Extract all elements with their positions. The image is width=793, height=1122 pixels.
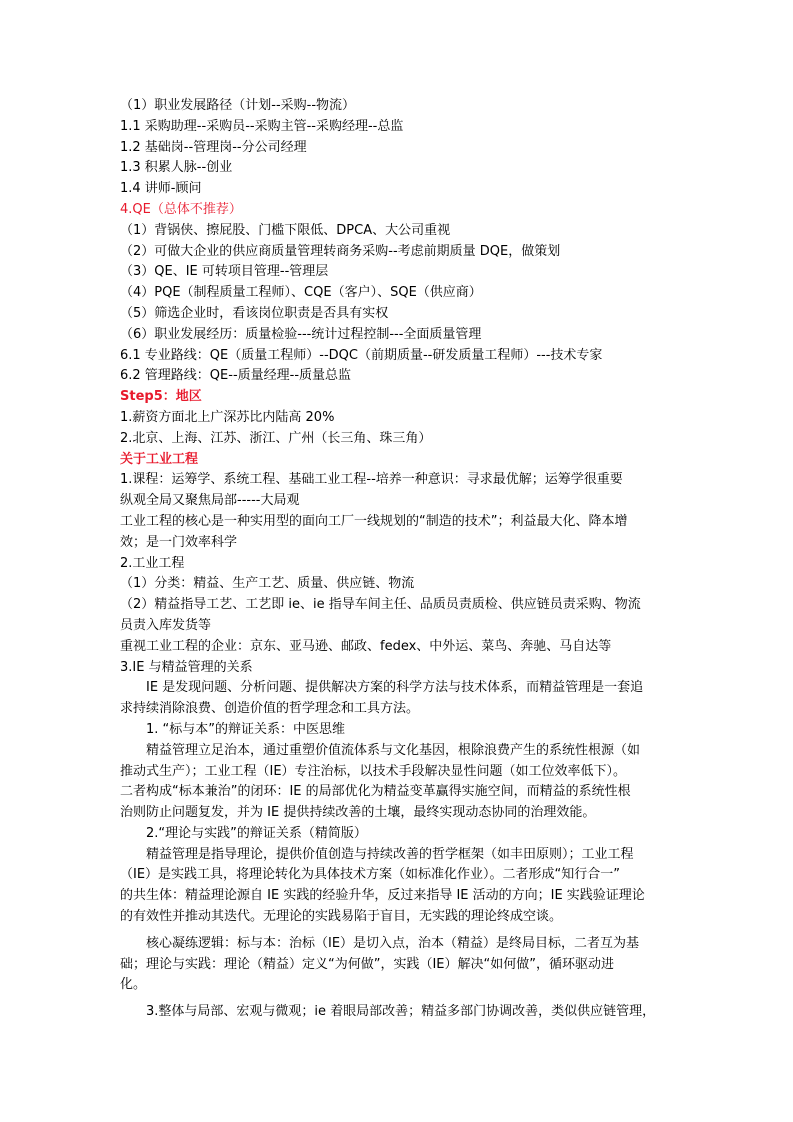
text-line: 工业工程的核心是一种实用型的面向工厂一线规划的“制造的技术”；利益最大化、降本增 — [120, 513, 628, 529]
text-line: 2.工业工程 — [120, 555, 185, 571]
text-line: 推动式生产）；工业工程（IE）专注治标，以技术手段解决显性问题（如工位效率低下）。 — [120, 763, 627, 779]
section-heading-step5: Step5：地区 — [120, 389, 202, 405]
text-line: 化。 — [120, 977, 147, 993]
text-line: 的有效性并推动其迭代。无理论的实践易陷于盲目，无实践的理论终成空谈。 — [120, 909, 563, 925]
text-line: 精益管理立足治本，通过重塑价值流体系与文化基因，根除浪费产生的系统性根源（如 — [146, 742, 641, 758]
text-line: 1.1 采购助理--采购员--采购主管--采购经理--总监 — [120, 118, 404, 134]
text-line: 纵观全局又聚焦局部-----大局观 — [120, 493, 300, 509]
text-line: 6.2 管理路线：QE--质量经理--质量总监 — [120, 368, 352, 384]
text-line: 精益管理是指导理论，提供价值创造与持续改善的哲学框架（如丰田原则）；工业工程 — [146, 846, 634, 862]
document-body — [120, 96, 680, 1023]
text-line: 3.整体与局部、宏观与微观；ie 着眼局部改善；精益多部门协调改善，类似供应链管理， — [146, 1004, 656, 1020]
text-line: 6.1 专业路线：QE（质量工程师）--DQC（前期质量--研发质量工程师）---技术专家 — [120, 347, 603, 363]
text-line: （1）背锅侠、擦屁股、门槛下限低、DPCA、大公司重视 — [120, 222, 451, 238]
text-line: （6）职业发展经历：质量检验---统计过程控制---全面质量管理 — [120, 326, 482, 342]
text-line: 1. “标与本”的辩证关系：中医思维 — [146, 721, 346, 737]
text-line: 核心凝练逻辑：标与本：治标（IE）是切入点，治本（精益）是终局目标，二者互为基 — [146, 935, 640, 951]
text-line: 二者构成“标本兼治”的闭环：IE 的局部优化为精益变革赢得实施空间，而精益的系统性根 — [120, 784, 631, 800]
text-line: 础；理论与实践：理论（精益）定义“为何做”，实践（IE）解决“如何做”，循环驱动进 — [120, 956, 614, 972]
text-line: 员责入库发货等 — [120, 617, 212, 633]
text-line: （2）精益指导工艺、工艺即 ie、ie 指导车间主任、品质员责质检、供应链员责采购、物流 — [120, 597, 641, 613]
text-line: 1.4 讲师-顾问 — [120, 181, 202, 197]
text-line: 的共生体：精益理论源自 IE 实践的经验升华，反过来指导 IE 活动的方向；IE 实践验证理论 — [120, 888, 645, 904]
text-line: （1）职业发展路径（计划--采购--物流） — [120, 98, 356, 113]
text-line: 2.北京、上海、江苏、浙江、广州（长三角、珠三角） — [120, 430, 432, 446]
text-line: 1.3 积累人脉--创业 — [120, 160, 233, 176]
section-heading-industrial-engineering: 关于工业工程 — [120, 451, 199, 467]
text-line: IE 是发现问题、分析问题、提供解决方案的科学方法与技术体系，而精益管理是一套追 — [146, 680, 644, 696]
text-line: 1.课程：运筹学、系统工程、基础工业工程--培养一种意识：寻求最优解；运筹学很重要 — [120, 472, 623, 488]
text-line: （4）PQE（制程质量工程师）、CQE（客户）、SQE（供应商） — [120, 285, 482, 301]
text-line: （1）分类：精益、生产工艺、质量、供应链、物流 — [120, 576, 415, 592]
text-line: 效；是一门效率科学 — [120, 534, 238, 550]
text-line: 重视工业工程的企业：京东、亚马逊、邮政、fedex、中外运、菜鸟、奔驰、马自达等 — [120, 638, 612, 654]
text-line: 3.IE 与精益管理的关系 — [120, 659, 253, 675]
text-line: 1.2 基础岗--管理岗--分公司经理 — [120, 139, 307, 155]
text-line: （2）可做大企业的供应商质量管理转商务采购--考虑前期质量 DQE，做策划 — [120, 243, 561, 259]
text-line: （IE）是实践工具，将理论转化为具体技术方案（如标准化作业）。二者形成“知行合一” — [120, 867, 621, 883]
text-line: （3）QE、IE 可转项目管理--管理层 — [120, 264, 329, 280]
text-line: 治则防止问题复发，并为 IE 提供持续改善的土壤，最终实现动态协同的治理效能。 — [120, 805, 596, 821]
text-line: 2.“理论与实践”的辩证关系（精简版） — [146, 825, 367, 841]
text-line: 1.薪资方面北上广深苏比内陆高 20% — [120, 409, 335, 425]
section-heading-qe: 4.QE（总体不推荐） — [120, 201, 242, 217]
text-line: （5）筛选企业时，看该岗位职责是否具有实权 — [120, 305, 389, 321]
text-line: 求持续消除浪费、创造价值的哲学理念和工具方法。 — [120, 701, 420, 717]
